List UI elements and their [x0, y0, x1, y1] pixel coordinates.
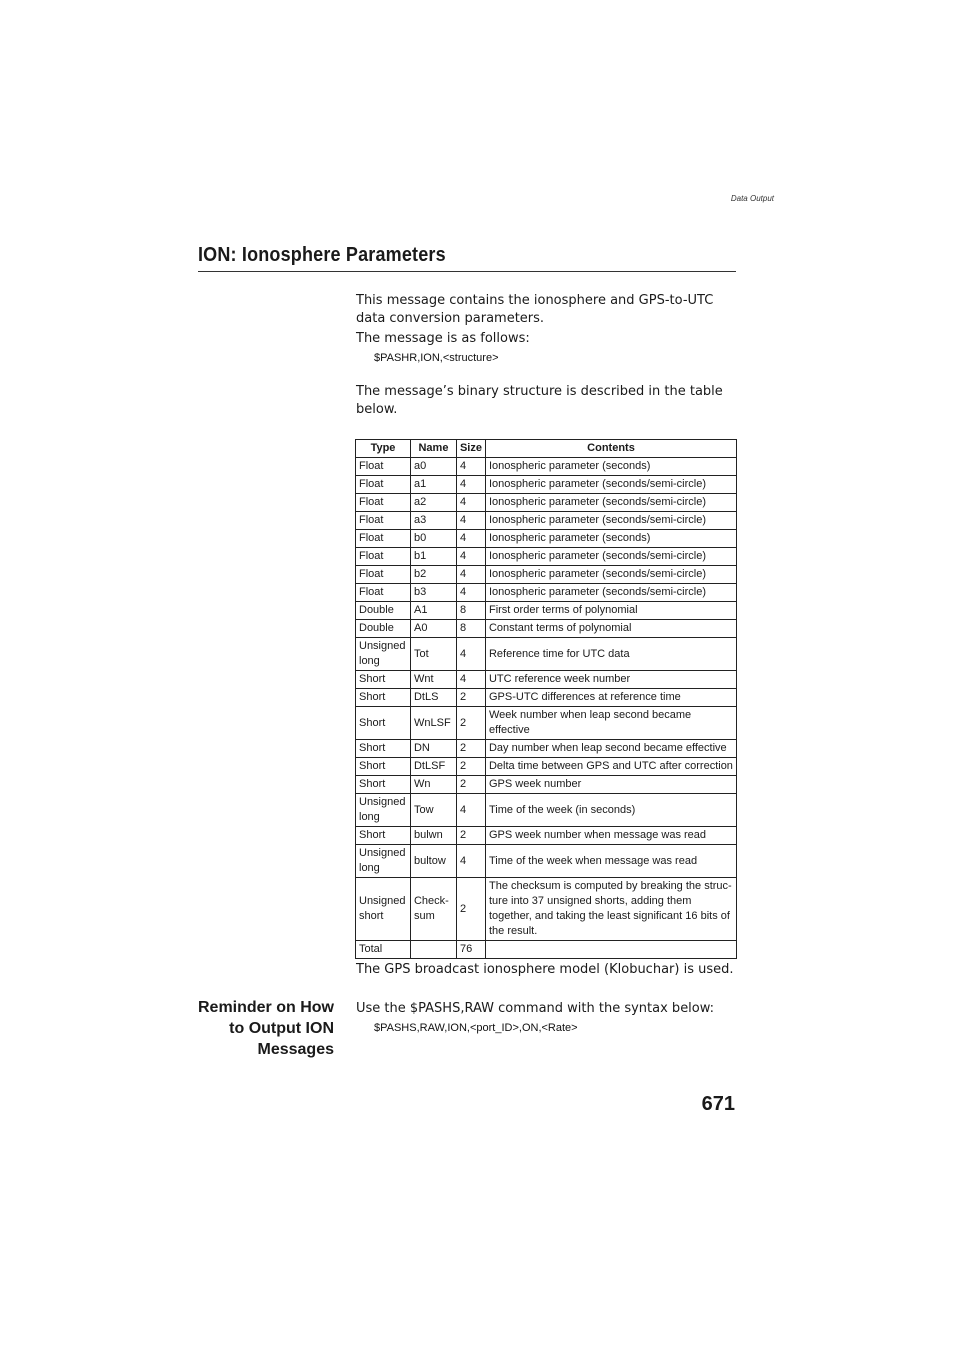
cell-contents: Ionospheric parameter (seconds/semi-circle) [485, 512, 736, 530]
table-row [356, 584, 737, 602]
cell-contents: GPS week number [485, 776, 736, 794]
cell-size: 2 [456, 740, 485, 758]
table-row [356, 707, 737, 740]
cell-contents: Time of the week (in seconds) [485, 794, 736, 827]
message-syntax: $PASHR,ION,<structure> [374, 352, 499, 364]
cell-name: A0 [410, 620, 456, 638]
cell-type: Double [356, 620, 411, 638]
cell-name: Wnt [410, 671, 456, 689]
binary-structure-table [355, 439, 737, 959]
title-rule [198, 271, 736, 272]
cell-type: Float [356, 476, 411, 494]
cell-contents: Reference time for UTC data [485, 638, 736, 671]
table-row [356, 794, 737, 827]
cell-type: Total [356, 941, 411, 959]
cell-name: Wn [410, 776, 456, 794]
cell-type: Float [356, 584, 411, 602]
cell-name: Check-sum [410, 878, 456, 941]
cell-type: Short [356, 827, 411, 845]
table-row [356, 758, 737, 776]
table-row [356, 740, 737, 758]
table-row [356, 845, 737, 878]
cell-size: 2 [456, 707, 485, 740]
table-row [356, 689, 737, 707]
cell-contents: Ionospheric parameter (seconds/semi-circle) [485, 494, 736, 512]
cell-contents: Delta time between GPS and UTC after correction [485, 758, 736, 776]
cell-name: A1 [410, 602, 456, 620]
cell-size: 4 [456, 530, 485, 548]
cell-type: Unsigned long [356, 638, 411, 671]
cell-size: 4 [456, 548, 485, 566]
cell-type: Unsigned short [356, 878, 411, 941]
table-row [356, 620, 737, 638]
cell-name: WnLSF [410, 707, 456, 740]
cell-contents: Time of the week when message was read [485, 845, 736, 878]
cell-type: Float [356, 494, 411, 512]
table-row [356, 494, 737, 512]
cell-size: 4 [456, 671, 485, 689]
cell-name: DtLS [410, 689, 456, 707]
cell-contents: Ionospheric parameter (seconds) [485, 530, 736, 548]
header-type: Type [356, 440, 411, 458]
cell-name: DN [410, 740, 456, 758]
cell-name: a1 [410, 476, 456, 494]
klobuchar-note: The GPS broadcast ionosphere model (Klobuchar) is used. [356, 962, 734, 977]
cell-type: Short [356, 689, 411, 707]
cell-size: 4 [456, 845, 485, 878]
cell-contents: GPS week number when message was read [485, 827, 736, 845]
cell-contents: Day number when leap second became effective [485, 740, 736, 758]
cell-contents: First order terms of polynomial [485, 602, 736, 620]
cell-name: b2 [410, 566, 456, 584]
cell-name: a2 [410, 494, 456, 512]
table-row [356, 476, 737, 494]
cell-size: 76 [456, 941, 485, 959]
cell-contents [485, 941, 736, 959]
cell-type: Short [356, 707, 411, 740]
cell-type: Unsigned long [356, 794, 411, 827]
cell-name: b1 [410, 548, 456, 566]
table-row [356, 941, 737, 959]
table-row [356, 548, 737, 566]
table-row [356, 776, 737, 794]
reminder-text: Use the $PASHS,RAW command with the syntax below: [356, 1001, 715, 1016]
cell-size: 4 [456, 584, 485, 602]
cell-name: bulwn [410, 827, 456, 845]
cell-size: 4 [456, 512, 485, 530]
intro-paragraph: This message contains the ionosphere and GPS-to-UTC data conversion parameters. [356, 293, 714, 326]
table-row [356, 458, 737, 476]
cell-type: Short [356, 740, 411, 758]
cell-name: bultow [410, 845, 456, 878]
cell-contents: Ionospheric parameter (seconds/semi-circle) [485, 566, 736, 584]
table-row [356, 602, 737, 620]
cell-size: 2 [456, 827, 485, 845]
header-contents: Contents [485, 440, 736, 458]
cell-contents: Ionospheric parameter (seconds/semi-circle) [485, 548, 736, 566]
cell-type: Double [356, 602, 411, 620]
cell-type: Float [356, 548, 411, 566]
table-row [356, 566, 737, 584]
table-row [356, 878, 737, 941]
cell-name: Tot [410, 638, 456, 671]
cell-type: Float [356, 458, 411, 476]
header-name: Name [410, 440, 456, 458]
cell-type: Float [356, 566, 411, 584]
table-row [356, 512, 737, 530]
cell-size: 2 [456, 878, 485, 941]
table-row [356, 530, 737, 548]
cell-name: b0 [410, 530, 456, 548]
cell-type: Short [356, 671, 411, 689]
cell-type: Float [356, 530, 411, 548]
table-row [356, 638, 737, 671]
cell-size: 8 [456, 620, 485, 638]
reminder-syntax: $PASHS,RAW,ION,<port_ID>,ON,<Rate> [374, 1022, 578, 1034]
cell-contents: Constant terms of polynomial [485, 620, 736, 638]
cell-contents: UTC reference week number [485, 671, 736, 689]
cell-name: b3 [410, 584, 456, 602]
reminder-heading: Reminder on How to Output ION Messages [197, 999, 334, 1058]
cell-type: Short [356, 776, 411, 794]
cell-contents: Ionospheric parameter (seconds) [485, 458, 736, 476]
running-header: Data Output [730, 194, 774, 203]
cell-type: Unsigned long [356, 845, 411, 878]
cell-size: 4 [456, 458, 485, 476]
cell-contents: GPS-UTC differences at reference time [485, 689, 736, 707]
cell-size: 2 [456, 758, 485, 776]
cell-size: 4 [456, 794, 485, 827]
section-title: ION: Ionosphere Parameters [198, 244, 446, 266]
cell-size: 4 [456, 638, 485, 671]
table-row [356, 827, 737, 845]
cell-name [410, 941, 456, 959]
cell-contents: Week number when leap second became effective [485, 707, 736, 740]
cell-size: 4 [456, 566, 485, 584]
cell-size: 8 [456, 602, 485, 620]
cell-size: 2 [456, 776, 485, 794]
structure-description: The message’s binary structure is described in the table below. [356, 384, 723, 417]
cell-size: 4 [456, 476, 485, 494]
cell-type: Float [356, 512, 411, 530]
cell-contents: Ionospheric parameter (seconds/semi-circle) [485, 584, 736, 602]
page-number: 671 [701, 1093, 735, 1115]
cell-name: a3 [410, 512, 456, 530]
cell-name: DtLSF [410, 758, 456, 776]
message-format-label: The message is as follows: [356, 331, 530, 346]
cell-name: Tow [410, 794, 456, 827]
cell-size: 2 [456, 689, 485, 707]
cell-type: Short [356, 758, 411, 776]
cell-name: a0 [410, 458, 456, 476]
header-size: Size [456, 440, 485, 458]
cell-contents: The checksum is computed by breaking the struc-ture into 37 unsigned shorts, adding them together, and taking the least significant 16 bits of the result. [485, 878, 736, 941]
table-row [356, 671, 737, 689]
table-header-row [356, 440, 737, 458]
cell-size: 4 [456, 494, 485, 512]
cell-contents: Ionospheric parameter (seconds/semi-circle) [485, 476, 736, 494]
